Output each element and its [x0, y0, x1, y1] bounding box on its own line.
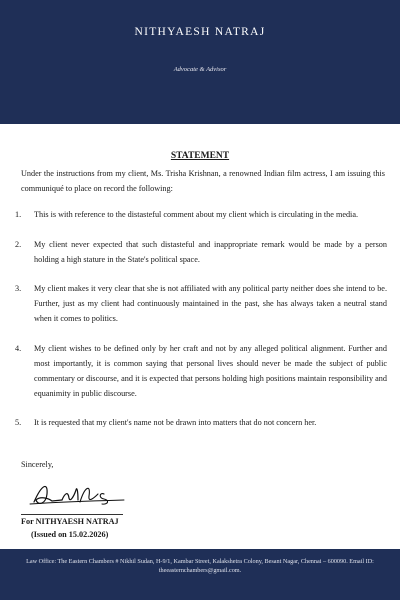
statement-intro: Under the instructions from my client, Ms. Trisha Krishnan, a renowned Indian film actress, I am issuing this communiqué to place on record the following:	[21, 169, 385, 193]
list-item	[15, 415, 387, 430]
item-number: 5.	[15, 418, 22, 428]
letterhead-header	[0, 0, 400, 124]
list-item	[15, 237, 387, 267]
handwritten-signature	[28, 478, 138, 512]
firm-name: NITHYAESH NATRAJ	[134, 26, 266, 38]
firm-subtitle: Advocate & Advisor	[173, 66, 227, 73]
item-number: 3.	[15, 284, 22, 294]
item-number: 2.	[15, 239, 22, 249]
office-address: Law Office: The Eastern Chambers # Nikhil Sudan, H-9/1, Kambar Street, Kalakshetra Colony, Besant Nagar, Chennai – 600090. Email ID: theeasternchambers@gmail.com.	[26, 558, 374, 574]
statement-list	[15, 207, 387, 445]
closing-salutation: Sincerely,	[21, 460, 54, 469]
item-text: My client makes it very clear that she is not affiliated with any political party neither does she intend to be. Further, just as my client had continuously maintained in the past, she has always taken a neutral stand when it comes to politics.	[34, 284, 387, 324]
statement-title: STATEMENT	[170, 151, 230, 161]
item-text: My client wishes to be defined only by her craft and not by any alleged political alignment. Further and most importantly, it is common saying that personal lives should never be made the subject of public commentary or discourse, and it is expected that persons holding high positions maintain responsibility and equanimity in public discourse.	[34, 343, 387, 398]
item-text: It is requested that my client's name not be drawn into matters that do not concern her.	[34, 418, 317, 428]
item-number: 4.	[15, 343, 22, 353]
list-item	[15, 207, 387, 222]
signature-line	[21, 514, 123, 515]
list-item	[15, 341, 387, 401]
letterhead-footer	[0, 549, 400, 600]
issue-date: (Issued on 15.02.2026)	[31, 530, 109, 539]
item-text: This is with reference to the distasteful comment about my client which is circulating in the media.	[34, 210, 358, 219]
item-number: 1.	[15, 210, 22, 219]
item-text: My client never expected that such distasteful and inappropriate remark would be made by a person holding a high stature in the State's political space.	[34, 239, 387, 264]
list-item	[15, 281, 387, 326]
signatory-name: For NITHYAESH NATRAJ	[21, 517, 119, 526]
